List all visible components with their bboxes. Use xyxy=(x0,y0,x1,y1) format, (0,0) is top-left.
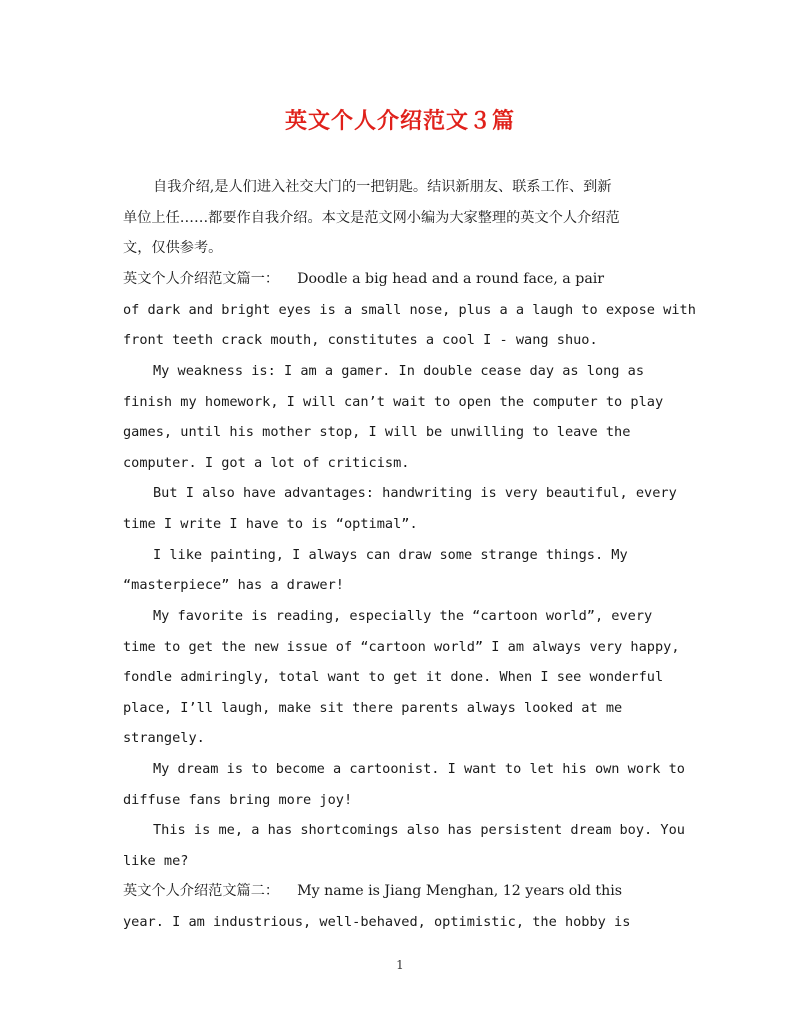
paragraph-line: computer. I got a lot of criticism. xyxy=(123,455,410,471)
paragraph-line: games, until his mother stop, I will be unwilling to leave the xyxy=(123,424,631,440)
document-title: 英文个人介绍范文３篇 xyxy=(284,108,515,134)
paragraph-line: I like painting, I always can draw some strange things. My xyxy=(153,547,628,563)
paragraph-line: year. I am industrious, well-behaved, optimistic, the hobby is xyxy=(123,914,631,930)
paragraph-line: strangely. xyxy=(123,730,205,746)
section-heading-line: 英文个人介绍范文篇一： Doodle a big head and a round face, a pair xyxy=(123,271,605,287)
paragraph-line: place, I’ll laugh, make sit there parents always looked at me xyxy=(123,700,623,716)
paragraph-line: My favorite is reading, especially the “cartoon world”, every xyxy=(153,608,653,624)
paragraph-line: 文，仅供参考。 xyxy=(123,240,223,256)
paragraph-line: 自我介绍,是人们进入社交大门的一把钥匙。结识新朋友、联系工作、到新 xyxy=(153,179,612,195)
paragraph-line: “masterpiece” has a drawer! xyxy=(123,577,344,593)
paragraph-line: But I also have advantages: handwriting is very beautiful, every xyxy=(153,485,677,501)
page-number: 1 xyxy=(396,958,404,972)
paragraph-line: fondle admiringly, total want to get it done. When I see wonderful xyxy=(123,669,664,685)
paragraph-line: My dream is to become a cartoonist. I want to let his own work to xyxy=(153,761,685,777)
section-heading-line: 英文个人介绍范文篇二： My name is Jiang Menghan, 12 years old this xyxy=(123,883,623,899)
paragraph-line: time I write I have to is “optimal”. xyxy=(123,516,418,532)
paragraph-line: diffuse fans bring more joy! xyxy=(123,792,353,808)
paragraph-line: front teeth crack mouth, constitutes a cool I - wang shuo. xyxy=(123,332,598,348)
paragraph-line: 单位上任……都要作自我介绍。本文是范文网小编为大家整理的英文个人介绍范 xyxy=(123,210,620,226)
paragraph-line: My weakness is: I am a gamer. In double cease day as long as xyxy=(153,363,645,379)
paragraph-line: This is me, a has shortcomings also has persistent dream boy. You xyxy=(153,822,685,838)
paragraph-line: of dark and bright eyes is a small nose, plus a a laugh to expose with xyxy=(123,302,696,318)
paragraph-line: time to get the new issue of “cartoon world” I am always very happy, xyxy=(123,639,680,655)
paragraph-line: finish my homework, I will can’t wait to open the computer to play xyxy=(123,394,664,410)
paragraph-line: like me? xyxy=(123,853,189,869)
